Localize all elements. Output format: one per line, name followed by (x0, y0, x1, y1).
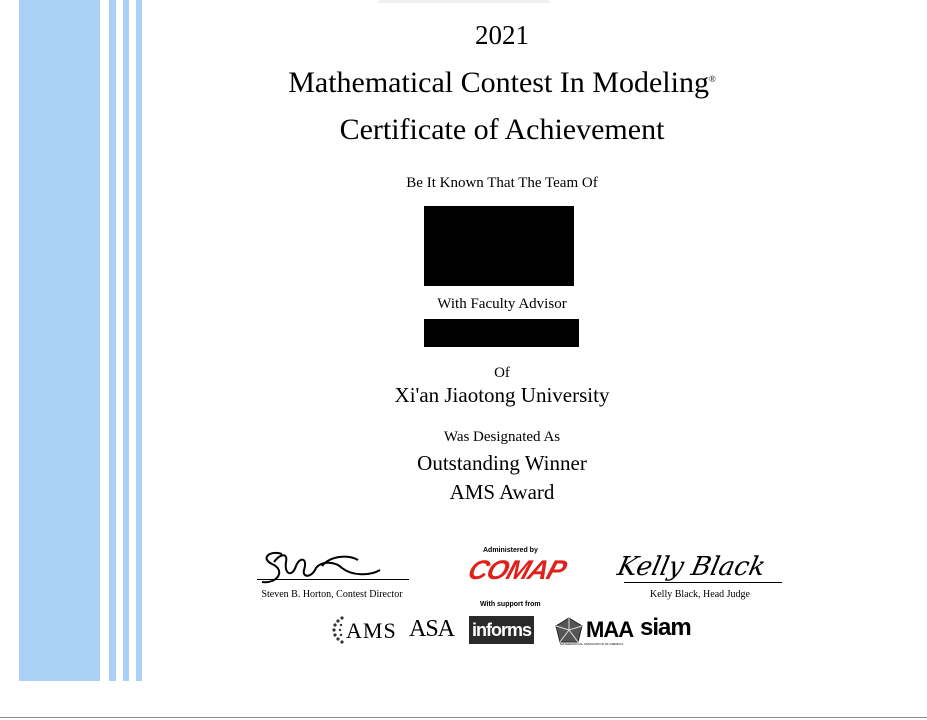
contest-name (142, 66, 862, 100)
director-signature-line (257, 579, 409, 580)
comap-logo (464, 555, 570, 586)
informs-logo-text: informs (472, 620, 532, 640)
bottom-divider (0, 717, 927, 718)
certificate-title: Certificate of Achievement (339, 113, 665, 146)
redacted-advisor-name (424, 319, 579, 347)
administered-by-label: Administered by (483, 547, 538, 554)
award-primary: Outstanding Winner (417, 451, 587, 475)
known-line: Be It Known That The Team Of (406, 175, 598, 191)
left-stripe-1 (109, 0, 116, 681)
director-caption: Steven B. Horton, Contest Director (261, 589, 403, 600)
informs-logo (469, 616, 534, 644)
siam-logo: siam (640, 614, 691, 641)
maa-full-name: MATHEMATICAL ASSOCIATION OF AMERICA (560, 642, 624, 646)
maa-icosahedron-icon (554, 616, 584, 644)
certificate-year: 2021 (475, 20, 529, 50)
judge-signature-text: Kelly Black (614, 552, 769, 582)
director-signature (252, 548, 412, 592)
university-name: Xi'an Jiaotong University (394, 383, 610, 407)
contest-name-text: Mathematical Contest In Modeling (288, 66, 709, 99)
asa-logo: ASA (409, 616, 455, 642)
registered-mark: ® (708, 74, 716, 84)
left-stripe-3 (136, 0, 142, 681)
judge-signature (615, 552, 768, 582)
ams-dots-icon (331, 615, 347, 645)
judge-signature-line (624, 582, 782, 583)
of-line: Of (494, 365, 510, 381)
designated-line: Was Designated As (443, 429, 561, 445)
redacted-team-names (424, 206, 574, 286)
maa-logo: MAA (586, 617, 634, 642)
award-secondary: AMS Award (449, 480, 555, 504)
advisor-line: With Faculty Advisor (437, 296, 567, 312)
ams-logo: AMS (346, 618, 397, 643)
support-label: With support from (480, 601, 541, 608)
left-stripe-2 (123, 0, 129, 681)
judge-caption: Kelly Black, Head Judge (650, 589, 750, 600)
left-stripe-wide (19, 0, 100, 681)
top-edge-tab (378, 0, 550, 3)
comap-logo-text: COMAP (464, 555, 570, 585)
